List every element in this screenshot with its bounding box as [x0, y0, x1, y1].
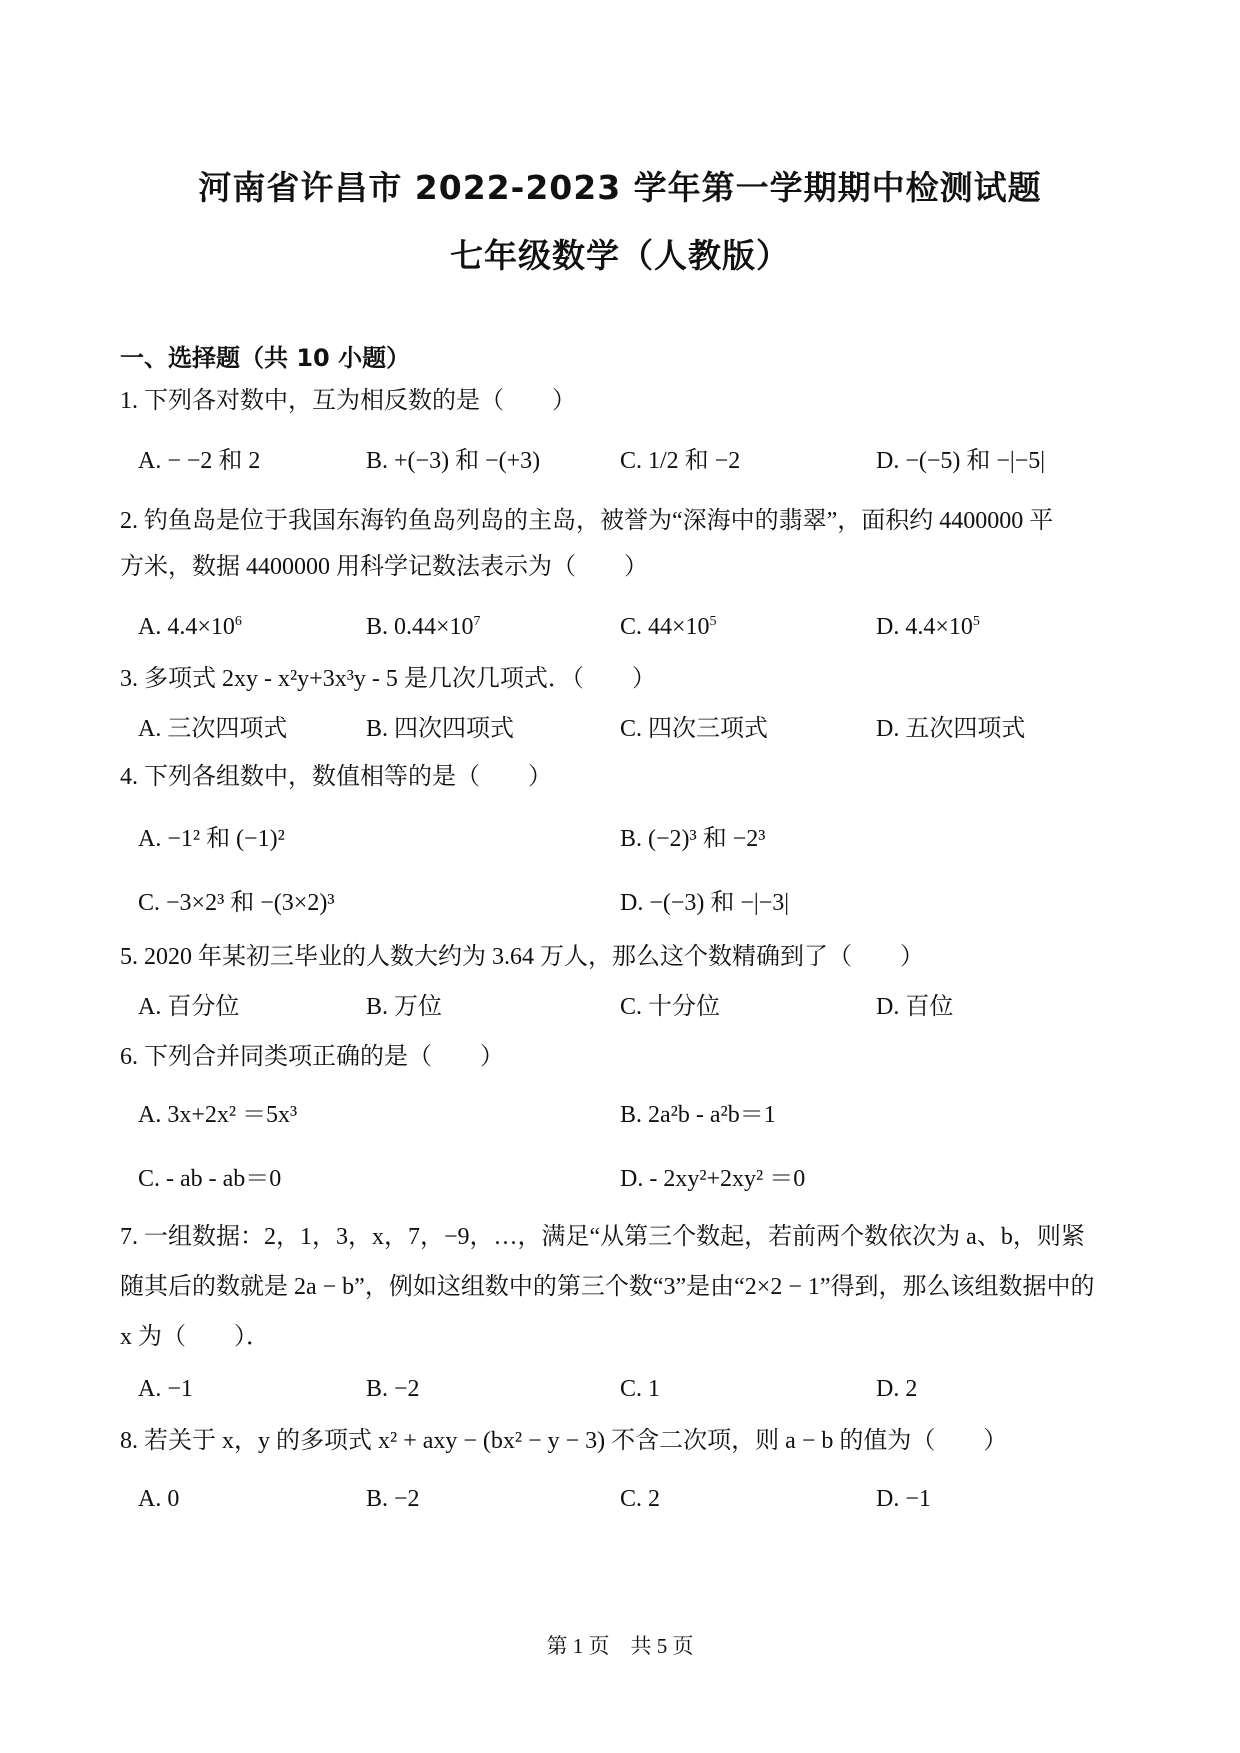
q4-option-a: A. −1² 和 (−1)²	[138, 826, 285, 852]
question-2-stem-line2: 方米，数据 4400000 用科学记数法表示为（ ）	[120, 554, 648, 580]
q5-option-d: D. 百位	[876, 994, 954, 1020]
q8-option-a: A. 0	[138, 1486, 180, 1512]
q6-option-a: A. 3x+2x² ＝5x³	[138, 1102, 298, 1128]
q1-option-d: D. −(−5) 和 −|−5|	[876, 448, 1046, 474]
q5-option-a: A. 百分位	[138, 994, 240, 1020]
question-4-stem: 4. 下列各组数中，数值相等的是（ ）	[120, 764, 552, 790]
q4-option-d: D. −(−3) 和 −|−3|	[620, 890, 790, 916]
q8-option-d: D. −1	[876, 1486, 931, 1512]
q6-option-d: D. - 2xy²+2xy² ＝0	[620, 1166, 806, 1192]
q4-option-b: B. (−2)³ 和 −2³	[620, 826, 766, 852]
question-1-stem: 1. 下列各对数中，互为相反数的是（ ）	[120, 388, 576, 414]
q1-option-c: C. 1/2 和 −2	[620, 448, 741, 474]
question-8-stem: 8. 若关于 x，y 的多项式 x² + axy − (bx² − y − 3) 不含二次项，则 a − b 的值为（ ）	[120, 1428, 1008, 1454]
q2-option-a: A. $4.4\times 10^6$	[138, 614, 242, 640]
question-7-stem-line1: 7. 一组数据：2，1，3，x，7，−9，…，满足“从第三个数起，若前两个数依次为 a、b，则紧	[120, 1224, 1085, 1250]
q7-option-a: A. −1	[138, 1376, 193, 1402]
q5-option-c: C. 十分位	[620, 994, 721, 1020]
q7-option-b: B. −2	[366, 1376, 420, 1402]
q2-option-d: D. $4.4\times 10^5$	[876, 614, 980, 640]
q5-option-b: B. 万位	[366, 994, 443, 1020]
q2-option-c: C. $44\times 10^5$	[620, 614, 717, 640]
question-6-stem: 6. 下列合并同类项正确的是（ ）	[120, 1044, 504, 1070]
q8-option-c: C. 2	[620, 1486, 661, 1512]
question-3-stem: 3. 多项式 2xy - x²y+3x³y - 5 是几次几项式．（ ）	[120, 666, 656, 692]
q6-option-c: C. - ab - ab＝0	[138, 1166, 282, 1192]
q3-option-d: D. 五次四项式	[876, 716, 1026, 742]
q7-option-c: C. 1	[620, 1376, 661, 1402]
q6-option-b: B. 2a²b - a²b＝1	[620, 1102, 776, 1128]
q2-option-b: B. $0.44\times 10^7$	[366, 614, 481, 640]
page-title: 河南省许昌市 2022-2023 学年第一学期期中检测试题	[198, 168, 1042, 207]
q3-option-a: A. 三次四项式	[138, 716, 288, 742]
section-heading: 一、选择题（共 10 小题）	[120, 344, 411, 372]
question-7-stem-line3: x 为（ ）．	[120, 1324, 270, 1350]
page-subtitle: 七年级数学（人教版）	[450, 236, 790, 275]
q1-option-b: B. +(−3) 和 −(+3)	[366, 448, 541, 474]
q8-option-b: B. −2	[366, 1486, 420, 1512]
q7-option-d: D. 2	[876, 1376, 918, 1402]
page-number-footer: 第 1 页 共 5 页	[546, 1634, 694, 1658]
question-2-stem-line1: 2. 钓鱼岛是位于我国东海钓鱼岛列岛的主岛，被誉为“深海中的翡翠”，面积约 4400000 平	[120, 508, 1054, 534]
q1-option-a: A. − −2 和 2	[138, 448, 261, 474]
q4-option-c: C. −3×2³ 和 −(3×2)³	[138, 890, 335, 916]
question-7-stem-line2: 随其后的数就是 2a − b”，例如这组数中的第三个数“3”是由“2×2 − 1”得到，那么该组数据中的	[120, 1274, 1095, 1300]
q3-option-c: C. 四次三项式	[620, 716, 769, 742]
question-5-stem: 5. 2020 年某初三毕业的人数大约为 3.64 万人，那么这个数精确到了（ ）	[120, 944, 924, 970]
q3-option-b: B. 四次四项式	[366, 716, 515, 742]
